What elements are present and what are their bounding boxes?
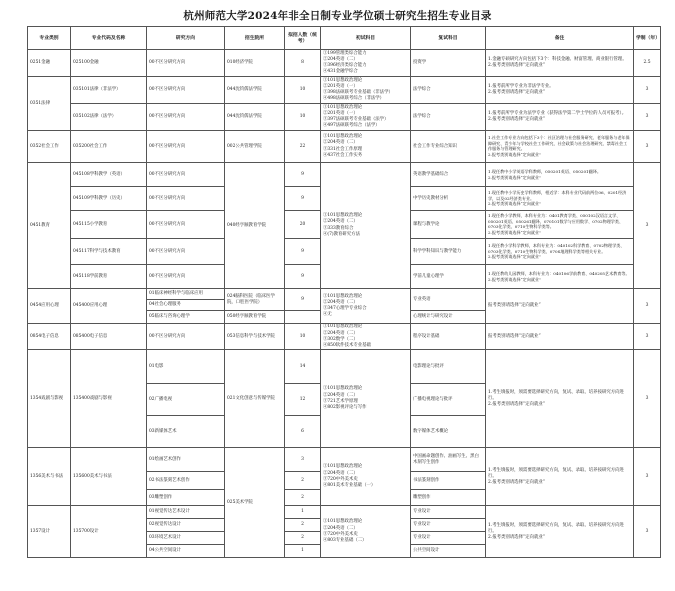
cell-retest: 专业设计: [411, 506, 486, 519]
cell-quota: 10: [285, 77, 321, 104]
cell-college: 021文化创意与传媒学院: [225, 350, 285, 448]
cell-retest: 广播电视理论与批评: [411, 384, 486, 416]
cell-category: 0454应用心理: [28, 289, 71, 324]
exam-line: ①101思想政治理论: [323, 77, 363, 83]
cell-quota: 6: [285, 416, 321, 448]
cell-code-name: 045115小学教育: [71, 211, 147, 239]
cell-code-name: 135700设计: [71, 506, 147, 558]
cell-exam: [321, 324, 411, 350]
exam-line: ④无: [323, 312, 332, 318]
exam-line: ②204英语（二）: [323, 219, 358, 225]
cell-retest: 科学学科知识与教学能力: [411, 239, 486, 265]
header-college: 招生院所: [225, 27, 285, 50]
cell-category: 0451教育: [28, 163, 71, 289]
table-row: [28, 131, 661, 163]
cell-code-name: 045400应用心理: [71, 289, 147, 324]
note-line: 2.报考类别请选择“定向就业”: [488, 63, 545, 69]
header-quota: 拟招人数（统考）: [285, 27, 321, 50]
cell-code-name: 045117科学与技术教育: [71, 239, 147, 265]
cell-retest: 数字媒体艺术概论: [411, 416, 486, 448]
cell-quota: 10: [285, 324, 321, 350]
table-row: [28, 289, 661, 300]
cell-note: [486, 50, 634, 77]
cell-category: 1356美术与书法: [28, 448, 71, 506]
cell-retest: 专业设计: [411, 532, 486, 545]
cell-note: [486, 265, 634, 289]
cell-college: 025美术学院: [225, 448, 285, 558]
cell-direction: 00不区分研究方向: [147, 77, 225, 104]
cell-direction: 03新媒体艺术: [147, 416, 225, 448]
cell-note: [486, 187, 634, 211]
note-line: 2.报考类别请选择“定向就业”: [488, 201, 542, 207]
cell-years: 3: [634, 163, 661, 289]
cell-retest: 中国画命题创作、油画写生、黑白木刻写生创作: [411, 448, 486, 472]
header-direction: 研究方向: [147, 27, 225, 50]
cell-retest: 专业英语: [411, 289, 486, 311]
cell-retest: 电影理论与批评: [411, 350, 486, 384]
cell-category: 1354戏剧与影视: [28, 350, 71, 448]
cell-quota: 9: [285, 163, 321, 187]
cell-direction: 00不区分研究方向: [147, 324, 225, 350]
cell-direction: 00不区分研究方向: [147, 163, 225, 187]
table-row: [28, 324, 661, 350]
cell-retest: 投资学: [411, 50, 486, 77]
cell-note: 报考类别请选择“定向就业”: [486, 324, 634, 350]
note-line: 2.报考类别请选择“定向就业”: [488, 174, 542, 180]
cell-retest: 英语教学基础综合: [411, 163, 486, 187]
note-line: 1.考生填报时，须需要选择研究方向，复试、录取、培养按研究方向进行。: [488, 522, 624, 534]
cell-category: 0854电子信息: [28, 324, 71, 350]
cell-quota: 2: [285, 519, 321, 532]
cell-quota: 12: [285, 384, 321, 416]
cell-quota: 9: [285, 239, 321, 265]
cell-years: 3: [634, 131, 661, 163]
cell-code-name: 035101法律（非法学）: [71, 77, 147, 104]
table-row: [28, 448, 661, 472]
exam-line: ③720中外美术史: [323, 476, 358, 482]
note-line: 1.报考前所学专业为法学专业（获得法学第二学士学位的人员可报考）。: [488, 110, 627, 116]
cell-code-name: 045108学科教学（英语）: [71, 163, 147, 187]
exam-line: ①101思想政治理论: [323, 134, 363, 140]
cell-exam: [321, 448, 411, 506]
note-line: 1.现任教小学教师，本科专业为：0401教育学类、050102汉语言文学、050201英语、050261翻译、070101数学与应用数学、0702物理学类、0703化学类、0710生物科学类等。: [488, 213, 624, 230]
cell-college: 002公共管理学院: [225, 131, 285, 163]
note-line: 1.考生填报时，须需要选择研究方向，复试、录取、培养按研究方向进行。: [488, 467, 624, 479]
exam-line: ①101思想政治理论: [323, 293, 363, 299]
exam-line: ①101思想政治理论: [323, 464, 363, 470]
cell-direction: 00不区分研究方向: [147, 211, 225, 239]
exam-line: ④498法硕联考综合（非法学）: [323, 96, 385, 102]
exam-line: ③347心理学专业综合: [323, 306, 367, 312]
exam-line: ③720中外美术史: [323, 531, 358, 537]
cell-exam: [321, 163, 411, 289]
exam-line: ③302数学（二）: [323, 336, 358, 342]
program-catalog-table: [27, 26, 661, 558]
cell-years: 3: [634, 289, 661, 324]
cell-direction: 02视觉传达设计: [147, 519, 225, 532]
exam-line: ①101思想政治理论: [323, 519, 363, 525]
cell-note: [486, 131, 634, 163]
cell-quota: 3: [285, 448, 321, 472]
exam-line: ②204英语（二）: [323, 140, 358, 146]
cell-retest: 课程与教学论: [411, 211, 486, 239]
note-line: 1.现任教中小学历史学科教师，相近学：本科专业代码前两位06、0201经济学，以及02经济类专业。: [488, 190, 627, 201]
note-line: 2.报考类别请选择“定向就业”: [488, 90, 545, 96]
cell-retest: 法学综合: [411, 104, 486, 131]
exam-line: ②204英语（二）: [323, 299, 358, 305]
cell-years: 3: [634, 448, 661, 506]
cell-years: 3: [634, 77, 661, 104]
header-note: 备注: [486, 27, 634, 50]
exam-line: ②204英语（二）: [323, 56, 358, 62]
cell-years: 2.5: [634, 50, 661, 77]
note-line: 1.金融专硕研究方向包括下3个：科技金融、财富管理、商业银行管理。: [488, 56, 627, 62]
cell-direction: 03环境艺术设计: [147, 532, 225, 545]
cell-years: 3: [634, 324, 661, 350]
note-line: 1.考生填报时，须需要选择研究方向，复试、录取、培养按研究方向进行。: [488, 389, 624, 401]
cell-college: 040经亨颐教育学院: [225, 163, 285, 289]
cell-retest: 学前儿童心理学: [411, 265, 486, 289]
note-line: 2.报考类别请选择“定向就业”: [488, 117, 545, 123]
table-row: [28, 506, 661, 519]
header-retest: 复试科目: [411, 27, 486, 50]
cell-direction: 01绘画艺术创作: [147, 448, 225, 472]
cell-code-name: 045109学科教学（历史）: [71, 187, 147, 211]
cell-exam: [321, 289, 411, 324]
cell-retest: 公共空间设计: [411, 545, 486, 558]
table-header-row: [28, 27, 661, 50]
exam-line: ②204英语（二）: [323, 330, 358, 336]
cell-quota: 2: [285, 532, 321, 545]
cell-retest: 中学历史教材分析: [411, 187, 486, 211]
cell-direction: 02书法篆刻艺术创作: [147, 472, 225, 490]
table-row: [28, 77, 661, 104]
cell-quota: 1: [285, 506, 321, 519]
cell-college: 050经亨颐教育学院: [225, 311, 285, 324]
cell-retest: 专业设计: [411, 519, 486, 532]
cell-direction: 01视觉传达艺术设计: [147, 506, 225, 519]
cell-code-name: 135600美术与书法: [71, 448, 147, 506]
cell-code-name: 035200社会工作: [71, 131, 147, 163]
exam-line: ③721艺术学原理: [323, 398, 358, 404]
header-category: 专业类别: [28, 27, 71, 50]
cell-exam: [321, 131, 411, 163]
note-line: 2.报考类别请选择“定向就业”: [488, 230, 542, 236]
cell-college: 053信息科学与技术学院: [225, 324, 285, 350]
cell-direction: 01电影: [147, 350, 225, 384]
cell-note: [486, 211, 634, 239]
exam-line: ②201英语（一）: [323, 110, 358, 116]
exam-line: ③331社会工作原理: [323, 146, 363, 152]
cell-quota: 2: [285, 490, 321, 506]
cell-quota: 1: [285, 545, 321, 558]
cell-category: 1357设计: [28, 506, 71, 558]
cell-exam: [321, 50, 411, 77]
exam-line: ①101思想政治理论: [323, 213, 363, 219]
cell-note: [486, 104, 634, 131]
cell-college: 024脑科医院（临床医学院，口腔医学院）: [225, 289, 285, 311]
cell-retest: 社会工作专业综合知识: [411, 131, 486, 163]
cell-retest: 书法篆刻创作: [411, 472, 486, 490]
cell-code-name: 135400戏剧与影视: [71, 350, 147, 448]
cell-note: [486, 77, 634, 104]
table-row: [28, 350, 661, 384]
header-years: 学制（年）: [634, 27, 661, 50]
cell-quota: 20: [285, 211, 321, 239]
exam-line: ②204英语（二）: [323, 470, 358, 476]
exam-line: ③397法硕联考专业基础（法学）: [323, 117, 389, 123]
cell-category: 0351法律: [28, 77, 71, 131]
note-line: 1.现任教幼儿园教师，本科专业为：040106学前教育、040205艺术教育等。: [488, 270, 630, 276]
header-exam: 初试科目: [321, 27, 411, 50]
cell-direction: 03雕塑创作: [147, 490, 225, 506]
cell-category: 0251金融: [28, 50, 71, 77]
note-line: 1.社会工作专业方向包括下3个：社区治理与社会服务研究、老年服务与老年保障研究、青少年与学校社会工作研究、社会政策与社会治理研究、禁毒社会工作服务与管理研究。: [488, 135, 630, 152]
cell-direction: 05临床与咨询心理学: [147, 311, 225, 324]
cell-code-name: 025100金融: [71, 50, 147, 77]
cell-direction: 00不区分研究方向: [147, 239, 225, 265]
cell-exam: [321, 350, 411, 448]
cell-direction: 00不区分研究方向: [147, 104, 225, 131]
cell-direction: 00不区分研究方向: [147, 187, 225, 211]
cell-quota: 9: [285, 289, 321, 311]
cell-quota: 14: [285, 350, 321, 384]
cell-college: 044沈钧儒法学院: [225, 77, 285, 104]
cell-exam: [321, 77, 411, 104]
cell-code-name: 045118学前教育: [71, 265, 147, 289]
table-row: [28, 163, 661, 187]
exam-line: ③398法硕联考专业基础（非法学）: [323, 90, 393, 96]
cell-retest: 法学综合: [411, 77, 486, 104]
cell-retest: 雕塑创作: [411, 490, 486, 506]
cell-code-name: 085400电子信息: [71, 324, 147, 350]
note-line: 1.现任教中小学英语学科教师，050201英语、050201翻译。: [488, 168, 601, 174]
cell-note: [486, 506, 634, 558]
cell-code-name: 035102法律（法学）: [71, 104, 147, 131]
note-line: 2.报考类别请选择“定向就业”: [488, 479, 545, 485]
table-row: [28, 104, 661, 131]
cell-quota: 8: [285, 50, 321, 77]
cell-retest: 程序设计基础: [411, 324, 486, 350]
cell-years: 3: [634, 506, 661, 558]
exam-line: ①199管理类综合能力: [323, 50, 367, 56]
exam-line: ④431金融学综合: [323, 69, 358, 75]
cell-quota: [285, 311, 321, 324]
cell-note: [486, 239, 634, 265]
exam-line: ②204英语（二）: [323, 392, 358, 398]
cell-college: 044沈钧儒法学院: [225, 104, 285, 131]
cell-quota: 9: [285, 187, 321, 211]
table-row: [28, 50, 661, 77]
exam-line: ①101思想政治理论: [323, 104, 363, 110]
exam-line: ③396经济类综合能力: [323, 63, 367, 69]
cell-direction: 04公共空间设计: [147, 545, 225, 558]
exam-line: ④803专业基础（二）: [323, 538, 367, 544]
cell-direction: 00不区分研究方向: [147, 50, 225, 77]
exam-line: ①101思想政治理论: [323, 386, 363, 392]
exam-line: ②204英语（二）: [323, 525, 358, 531]
exam-line: ④(7)教育研究方法: [323, 231, 360, 237]
cell-direction: 01临床神经科学与临床应用: [147, 289, 225, 300]
exam-line: ④802影视评论与写作: [323, 405, 367, 411]
note-line: 2.报考类别请选择“定向就业”: [488, 401, 545, 407]
cell-direction: 00不区分研究方向: [147, 265, 225, 289]
cell-quota: 10: [285, 104, 321, 131]
exam-line: ①101思想政治理论: [323, 324, 363, 330]
cell-quota: 2: [285, 472, 321, 490]
cell-category: 0352社会工作: [28, 131, 71, 163]
cell-retest: 心理统计与研究设计: [411, 311, 486, 324]
cell-direction: 02广播电视: [147, 384, 225, 416]
exam-line: ②201英语（一）: [323, 83, 358, 89]
exam-line: ③333教育综合: [323, 225, 354, 231]
note-line: 2.报考类别请选择“定向就业”: [488, 534, 545, 540]
cell-years: 3: [634, 104, 661, 131]
cell-note: [486, 350, 634, 448]
cell-note: [486, 448, 634, 506]
note-line: 2.报考类别请选择“定向就业”: [488, 276, 542, 282]
header-code-name: 专业代码及名称: [71, 27, 147, 50]
cell-direction: 00不区分研究方向: [147, 131, 225, 163]
note-line: 1.报考前所学专业为非法学专业。: [488, 83, 554, 89]
exam-line: ④497法硕联考综合（法学）: [323, 123, 380, 129]
exam-line: ④801美术专业基础（一）: [323, 483, 376, 489]
exam-line: ④850软件技术专业基础: [323, 343, 371, 348]
note-line: 2.报考类别请选择“定向就业”: [488, 254, 542, 260]
exam-line: ④437社会工作实务: [323, 152, 363, 158]
note-line: 1.现任教小学科学教师，本科专业为：040102科学教育、0702物理学类、0703化学类、0710生物科学类、070S地理科学类等相关专业。: [488, 243, 625, 254]
cell-note: [486, 163, 634, 187]
page-title: 杭州师范大学2024年非全日制专业学位硕士研究生招生专业目录: [183, 10, 492, 22]
note-line: 2.报考类别请选择“定向就业”: [488, 152, 542, 158]
cell-quota: 22: [285, 131, 321, 163]
cell-direction: 04社会心理服务: [147, 300, 225, 311]
cell-quota: 9: [285, 265, 321, 289]
cell-exam: [321, 104, 411, 131]
cell-years: 3: [634, 350, 661, 448]
cell-college: 010经济学院: [225, 50, 285, 77]
cell-exam: [321, 506, 411, 558]
cell-note: 报考类别请选择“定向就业”: [486, 289, 634, 324]
